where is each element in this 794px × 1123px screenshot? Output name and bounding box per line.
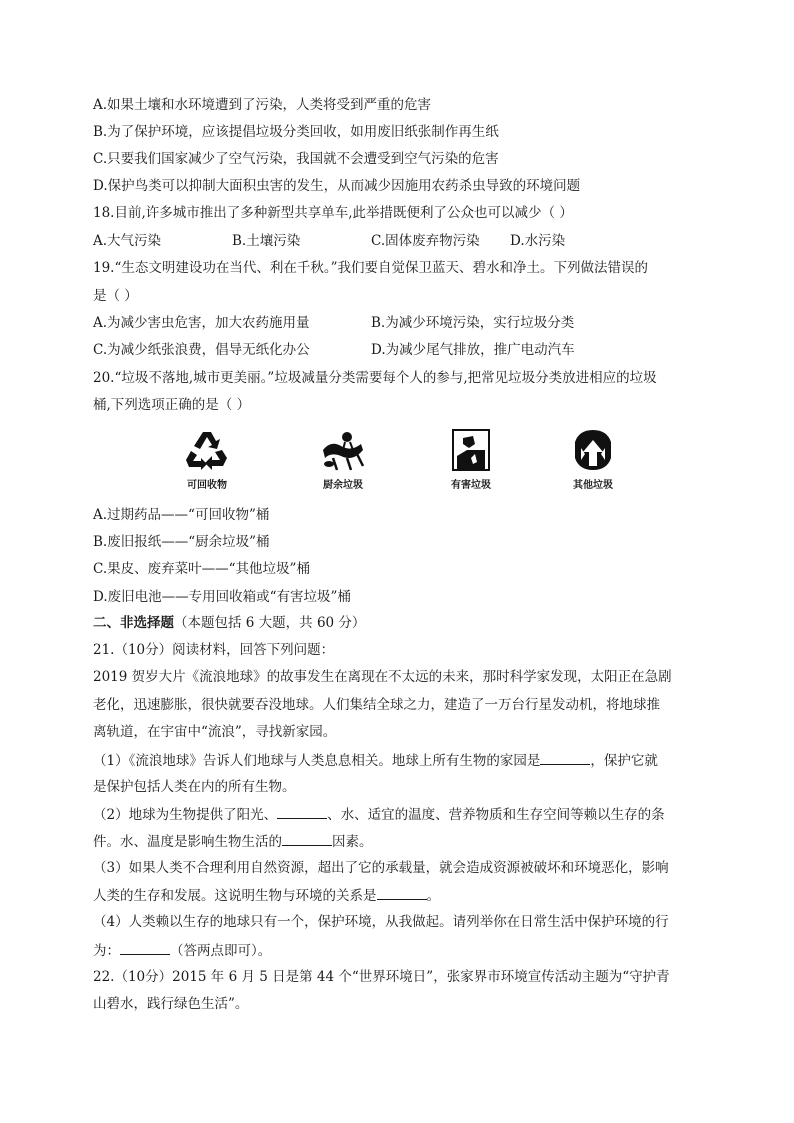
q21-material-line2: 老化，迅速膨胀，很快就要吞没地球。人们集结全球之力，建造了一万台行星发动机，将地球推 bbox=[93, 697, 660, 713]
recycle-icon bbox=[183, 428, 231, 472]
answer-blank[interactable] bbox=[277, 804, 327, 819]
q21-sub4-text-end: （答两点即可）。 bbox=[170, 943, 272, 959]
answer-blank[interactable] bbox=[120, 940, 170, 955]
q21-sub4-text: 为： bbox=[93, 943, 120, 959]
q21-material-line1: 2019 贺岁大片《流浪地球》的故事发生在离现在不太远的未来，那时科学家发现，太阳正在急剧 bbox=[93, 669, 672, 685]
recycle-sign bbox=[172, 428, 242, 491]
q21-sub4-line2 bbox=[93, 940, 271, 961]
q20-option-a: A.过期药品——“可回收物”桶 bbox=[93, 507, 270, 523]
answer-blank[interactable] bbox=[282, 831, 332, 846]
hazardous-waste-icon bbox=[451, 428, 491, 472]
answer-blank[interactable] bbox=[540, 750, 590, 765]
q19-option-a: A.为减少害虫危害，加大农药施用量 bbox=[93, 315, 310, 331]
q18-option-a: A.大气污染 bbox=[93, 233, 162, 249]
q22-stem-line2: 山碧水，践行绿色生活”。 bbox=[93, 996, 249, 1012]
q21-sub2-text: （2）地球为生物提供了阳光、 bbox=[93, 807, 278, 823]
q18-stem: 18.目前,许多城市推出了多种新型共享单车,此举措既便利了公众也可以减少（ ） bbox=[93, 205, 573, 221]
section-note: （本题包括 6 大题，共 60 分） bbox=[174, 615, 366, 631]
q21-sub2-text2: 件。水、温度是影响生物生活的 bbox=[93, 834, 282, 850]
q20-option-b: B.废旧报纸——“厨余垃圾”桶 bbox=[93, 534, 270, 550]
q22-stem-line1: 22.（10分）2015 年 6 月 5 日是第 44 个“世界环境日”，张家界市环境宣传活动主题为“守护青 bbox=[93, 969, 670, 985]
hazardous-waste-label: 有害垃圾 bbox=[451, 480, 491, 491]
answer-blank[interactable] bbox=[377, 885, 427, 900]
q20-stem-line1: 20.“垃圾不落地,城市更美丽。”垃圾减量分类需要每个人的参与,把常见垃圾分类放进相应的垃圾 bbox=[93, 370, 657, 386]
q21-stem: 21.（10分）阅读材料，回答下列问题： bbox=[93, 642, 335, 658]
q19-option-c: C.为减少纸张浪费，倡导无纸化办公 bbox=[93, 342, 310, 358]
q19-stem-line1: 19.“生态文明建设功在当代、利在千秋。”我们要自觉保卫蓝天、碧水和净土。下列做法错误的 bbox=[93, 260, 649, 276]
q18-option-b: B.土壤污染 bbox=[232, 233, 301, 249]
q21-sub4-line1: （4）人类赖以生存的地球只有一个，保护环境，从我做起。请列举你在日常生活中保护环境的行 bbox=[93, 914, 669, 930]
q18-option-d: D.水污染 bbox=[510, 233, 566, 249]
q21-sub1-text-end: ，保护它就 bbox=[590, 753, 658, 769]
q21-sub2-text2-end: 因素。 bbox=[332, 834, 373, 850]
q21-sub3-text: 人类的生存和发展。这说明生物与环境的关系是 bbox=[93, 888, 377, 904]
q19-stem-line2: 是（ ） bbox=[93, 288, 138, 304]
kitchen-waste-icon bbox=[317, 428, 369, 472]
other-waste-sign bbox=[558, 428, 628, 491]
q19-option-d: D.为减少尾气排放，推广电动汽车 bbox=[371, 342, 575, 358]
hazardous-waste-sign bbox=[436, 428, 506, 491]
q21-sub3-line2 bbox=[93, 885, 440, 906]
kitchen-waste-label: 厨余垃圾 bbox=[323, 480, 363, 491]
q17-option-b: B.为了保护环境，应该提倡垃圾分类回收，如用废旧纸张制作再生纸 bbox=[93, 124, 499, 140]
q21-sub1-line1 bbox=[93, 750, 658, 771]
section-title: 二、非选择题 bbox=[93, 615, 174, 631]
q21-sub3-text-end: 。 bbox=[426, 888, 440, 904]
kitchen-waste-sign bbox=[308, 428, 378, 491]
q21-sub3-line1: （3）如果人类不合理利用自然资源，超出了它的承载量，就会造成资源被破坏和环境恶化，影响 bbox=[93, 860, 669, 876]
q21-sub2-text-end: 、水、适宜的温度、营养物质和生存空间等赖以生存的条 bbox=[327, 807, 665, 823]
q21-sub1-line2: 是保护包括人类在内的所有生物。 bbox=[93, 779, 296, 795]
q20-option-c: C.果皮、废弃菜叶——“其他垃圾”桶 bbox=[93, 561, 310, 577]
q20-option-d: D.废旧电池——专用回收箱或“有害垃圾”桶 bbox=[93, 589, 351, 605]
q21-material-line3: 离轨道，在宇宙中“流浪”，寻找新家园。 bbox=[93, 724, 337, 740]
q17-option-d: D.保护鸟类可以抑制大面积虫害的发生，从而减少因施用农药杀虫导致的环境问题 bbox=[93, 178, 581, 194]
recycle-label: 可回收物 bbox=[187, 480, 227, 491]
q17-option-c: C.只要我们国家减少了空气污染，我国就不会遭受到空气污染的危害 bbox=[93, 151, 499, 167]
section-heading bbox=[93, 613, 365, 633]
other-waste-icon bbox=[571, 428, 615, 472]
q21-sub1-text: （1）《流浪地球》告诉人们地球与人类息息相关。地球上所有生物的家园是 bbox=[93, 753, 541, 769]
q18-option-c: C.固体废弃物污染 bbox=[371, 233, 480, 249]
q17-option-a: A.如果土壤和水环境遭到了污染，人类将受到严重的危害 bbox=[93, 97, 432, 113]
q21-sub2-line1 bbox=[93, 804, 665, 825]
other-waste-label: 其他垃圾 bbox=[573, 480, 613, 491]
q19-option-b: B.为减少环境污染，实行垃圾分类 bbox=[371, 315, 575, 331]
q20-stem-line2: 桶,下列选项正确的是（ ） bbox=[93, 397, 251, 413]
q21-sub2-line2 bbox=[93, 831, 373, 852]
